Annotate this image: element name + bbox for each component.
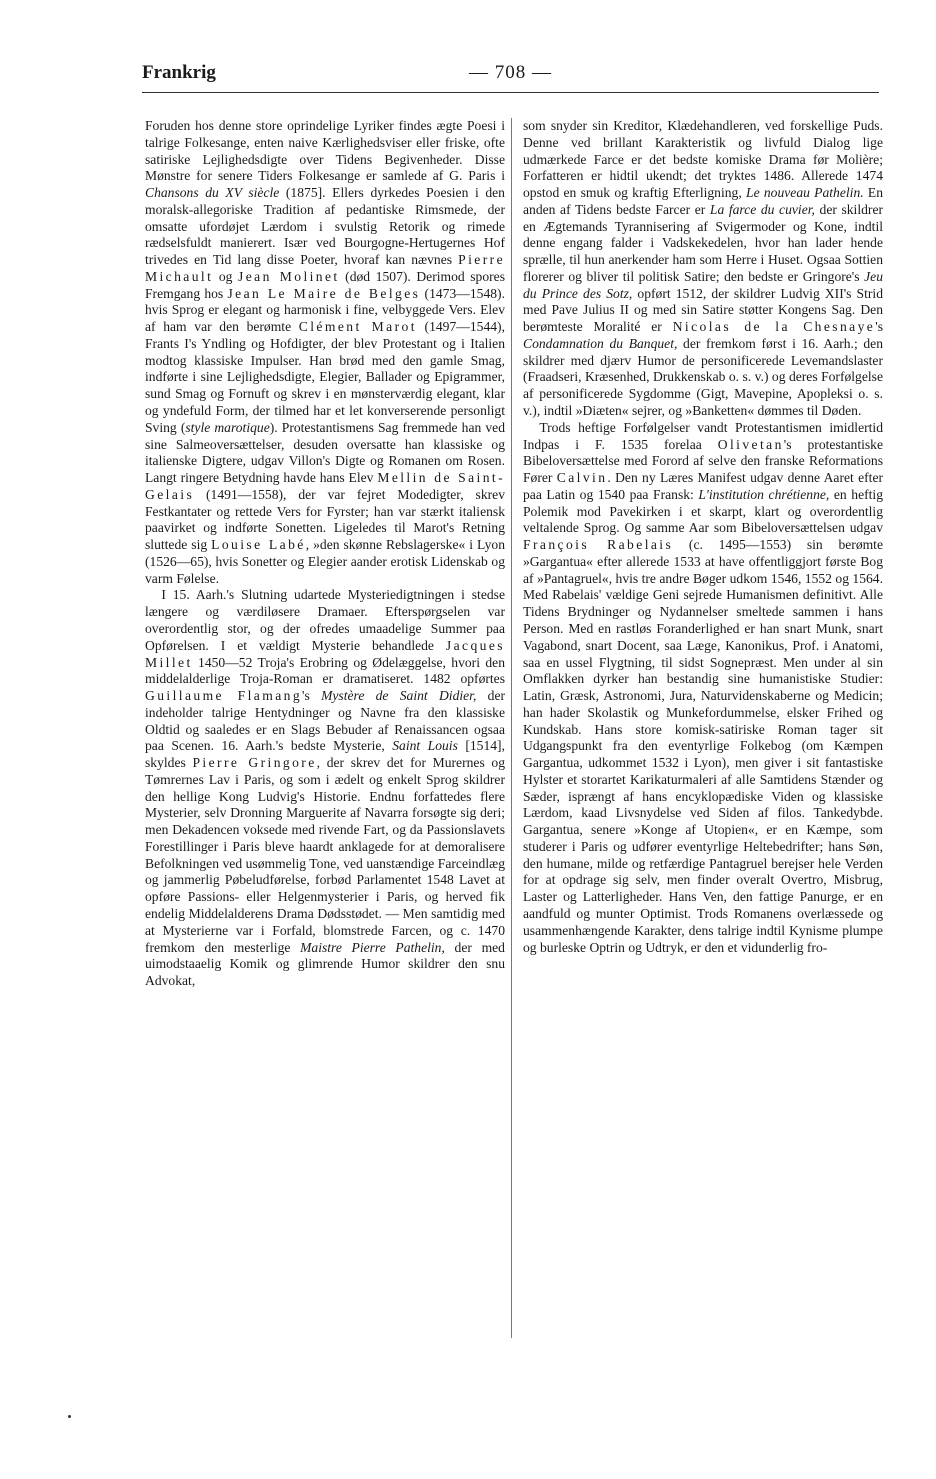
paragraph	[523, 118, 883, 420]
paragraph	[145, 118, 505, 587]
left-column	[145, 118, 505, 990]
running-head-title: Frankrig	[142, 62, 216, 83]
text-run: 1450—52 Troja's Erobring og Ødelæggelse, hvori den middelalderlige Troja-Roman er dramatiseret. 1482 opførtes	[145, 654, 505, 687]
text-run: 's protestantiske Bibeloversættelse med Forord af selve den franske Reformations Fører	[523, 436, 884, 486]
spaced-name: Louise Labé	[211, 537, 306, 553]
paragraph	[145, 587, 505, 989]
text-run: Trods heftige Forfølgelser vandt Protestantismen imidlertid Indpas i F. 1535 forelaa	[523, 419, 883, 452]
text-run: (1875]. Ellers dyrkedes Poesien i den moralsk-allegoriske Tradition af pedantiske Rimsmede, der omsatte ufordøjet Lærdom i svulstig Retorik og rimede rædselsfuldt manierert. Især ved Bourgogne-Hertugernes Hof trivedes en Tid lang disse Poeter, hvoraf kan nævnes	[145, 185, 505, 268]
spaced-name: Guillaume Flamang	[145, 688, 303, 704]
right-column	[523, 118, 883, 956]
spaced-name: Nicolas de la Chesnaye	[672, 319, 876, 335]
italic-title: style marotique	[185, 419, 270, 435]
text-run: , der skrev det for Murernes og Tømrernes Lav i Paris, og som i ædelt og enkelt Sprog skildrer den hellige Kong Ludvig's Historie. Endnu forfattedes flere Mysterier, selv Dronning Marguerite af Navarra forsøgte sig deri; men Dekadencen voksede med rivende Fart, og da Passionslavets Forestillinger i Paris bleve haardt anklagede for at demoralisere Befolkningen ved usømmelig Tone, ved uanstændige Farceindlæg og jammerlig Pøbeludførelse, forbød Parlamentet 1548 Lavet at opføre Passions- eller Helgenmysterier i Paris, og herved fik endelig Middelalderens Drama Dødsstødet. — Men samtidig med at Mysterierne var i Forfald, blomstrede Farcen, og c. 1470 fremkom den mesterlige	[145, 755, 505, 955]
spaced-name: Clément Marot	[298, 319, 417, 335]
text-run: (1491—1558), der var fejret Modedigter, skrev Festkantater og rettede Vers for Fyrster; han var stærkt italiensk paavirket og indførte Sonetten. Ligeledes til Marot's Retning sluttede sig	[145, 486, 505, 553]
text-run: og	[213, 268, 239, 284]
italic-title: Jeu du Prince des Sotz,	[523, 268, 883, 301]
spaced-name: Calvin	[556, 470, 608, 486]
text-run: ). Protestantismens Sag fremmede han ved sine Salmeoversættelser, desuden oversatte han klassiske og italienske Digtere, udgav Villon's Digte og Romanen om Rosen. Langt ringere Betydning havde hans Elev	[145, 419, 506, 486]
spaced-name: Pierre Gringore	[192, 755, 317, 771]
spaced-name: Jean Le Maire de Belges	[227, 285, 421, 301]
text-run: opført 1512, der skildrer Ludvig XII's Strid med Pave Julius II og med sin Satire støtter Kongens Sag. Den berømteste Moralité er	[523, 285, 883, 335]
spaced-name: Pierre Michault	[145, 252, 505, 284]
italic-title: Mystère de Saint Didier,	[321, 688, 477, 704]
header-rule	[142, 92, 879, 93]
text-run: , »den skønne Rebslagerske« i Lyon (1526—65), hvis Sonetter og Elegier aander erotisk Lidenskab og varm Følelse.	[145, 537, 505, 586]
text-run: som snyder sin Kreditor, Klædehandleren, ved forskellige Puds. Denne ved brillant Karakteristik og livfuld Dialog lige udmærkede Farce er det bedste komiske Drama før Molière; Forfatteren er hidtil ukendt; det tryktes 1486. Allerede 1474 opstod en smuk og kraftig Efterligning,	[523, 118, 883, 201]
text-run: 's	[875, 319, 883, 335]
text-run: (1473—1548). hvis Sprog er elegant og harmonisk i fine, velbyggede Vers. Elev af ham var den berømte	[145, 285, 505, 335]
text-run: en heftig Polemik mod Pavekirken i et skarpt, klart og overordentlig veltalende Sprog. Og samme Aar som Bibeloversættelsen udgav	[523, 486, 883, 536]
italic-title: Chansons du XV siècle	[145, 185, 280, 201]
text-run: der indeholder talrige Hentydninger og Navne fra den klassiske Oldtid og saaledes er en Slags Bebuder af Renaissancen ogsaa paa Scenen. 16. Aarh.'s bedste Mysterie,	[145, 688, 505, 754]
text-run: der fremkom først i 16. Aarh.; den skildrer med djærv Humor de personificerede Levemandslaster (Fraadseri, Kræsenhed, Drukkenskab o. s. v.) og deres Forfølgelse af personificerede Sygdomme (Gigt, Mavepine, Apopleksi o. s. v.), indtil »Diæten« sejrer, og »Banketten« dømmes til Døden.	[523, 335, 884, 419]
text-run: (1497—1544), Frants I's Yndling og Hofdigter, der blev Protestant og i Italien modtog klassiske Impulser. Han brød med den gamle Smag, indførte i sine Lejlighedsdigte, Elegier, Ballader og Epigrammer, sund Smag og Fornuft og skrev i en mønsterværdig elegant, klar og yndefuld Form, der tilmed har et let konverserende personligt Sving (	[145, 319, 505, 435]
italic-title: Maistre Pierre Pathelin	[300, 939, 442, 955]
text-run: Foruden hos denne store oprindelige Lyriker findes ægte Poesi i talrige Folkesange, enten naive Kærlighedsviser eller friske, ofte satiriske Lejlighedsdigte over Tidens Begivenheder. Disse Mønstre for senere Tiders Folkesange er samlede af G. Paris i	[145, 118, 505, 184]
text-run: [1514], skyldes	[145, 738, 505, 771]
paragraph	[523, 420, 883, 957]
spaced-name: Jacques Millet	[145, 637, 505, 670]
margin-speck	[68, 1415, 71, 1418]
text-run: (c. 1495—1553) sin berømte »Gargantua« efter allerede 1533 at have offentliggjort første Bog af »Pantagruel«, hvis tre andre Bøger udkom 1546, 1552 og 1564. Med Rabelais' vældige Geni sejrede Humanismen definitivt. Alle Tidens Brydninger og Nydannelser smeltede sammen i hans Person. Med en rastløs Foranderlighed er han snart Munk, snart Vagabond, snart Docent, saa Læge, Kanonikus, Prof. i Anatomi, saa en ussel Flygtning, til sidst Sognepræst. Men under al sin Omflakken dyrker han bestandig sine humanistiske Studier: Latin, Græsk, Astronomi, Jura, Naturvidenskaberne og Medicin; han hader Skolastik og Munkefordummelse, elsker Frihed og Kundskab. Hans store komisk-satiriske Roman tager sit Udgangspunkt fra den eventyrlige Folkebog (om Kæmpen Gargantua, udkommet 1532 i Lyon), men giver i sit fantastiske Hylster et storartet Karikaturmaleri af alle Samtidens Stænder og Sæder, isprængt af hans encyklopædiske Viden og klassiske Lærdom, kaad Livsnydelse ved Siden af filos. Tankedybde. Gargantua, senere »Konge af Utopien«, er en Kæmpe, som studerer i Paris og udfører eventyrlige Heltebedrifter; hans Søn, den humane, milde og retfærdige Pantagruel berejser hele Verden for at opdrage sig selv, men finder overalt Overtro, Misbrug, Laster og Latterligheder. Hans Ven, den fattige Panurge, er en aandfuld og munter Optimist. Trods Romanens overlæssede og usammenhængende Karakter, dens talrige indtil Kynisme plumpe og burleske Optrin og Udtryk, er den et vidunderlig fro-	[523, 537, 883, 955]
italic-title: Condamnation du Banquet,	[523, 335, 678, 351]
text-run: 's	[302, 688, 322, 704]
column-divider	[511, 118, 512, 1338]
italic-title: La farce du cuvier,	[709, 201, 815, 217]
italic-title: Le nouveau Pathelin.	[746, 185, 864, 201]
spaced-name: François Rabelais	[523, 537, 674, 553]
spaced-name: Olivetan	[717, 436, 784, 452]
italic-title: L'institution chrétienne,	[698, 486, 830, 502]
text-run: (død 1507). Derimod spores Fremgang hos	[145, 268, 505, 301]
text-run: der skildrer en Ægtemands Tyrannisering af Svigermoder og Kone, indtil denne engang falder i Vadskekedelen, hvor han lader hende sprælle, til hun anerkender ham som Herre i Huset. Ogsaa Sottien florerer og bliver til politisk Satire; den bedste er Gringore's	[523, 201, 883, 284]
page-number: — 708 —	[469, 62, 552, 83]
spaced-name: Mellin de Saint-Gelais	[145, 470, 506, 502]
text-run: . Den ny Læres Manifest udgav denne Aaret efter paa Latin og 1540 paa Fransk:	[523, 470, 883, 502]
text-run: En anden af Tidens bedste Farcer er	[523, 185, 883, 217]
text-run: I 15. Aarh.'s Slutning udartede Mysteriedigtningen i stedse længere og værdiløsere Dramaer. Efterspørgselen var overordentlig stor, og der ofredes umaadelige Summer paa Opførelsen. I et vældigt Mysterie behandlede	[145, 587, 505, 653]
text-run: , der med uimodstaaelig Komik og glimrende Humor skildrer den snu Advokat,	[145, 939, 505, 989]
spaced-name: Jean Molinet	[238, 268, 340, 284]
running-header	[142, 62, 879, 92]
italic-title: Saint Louis	[392, 738, 458, 754]
